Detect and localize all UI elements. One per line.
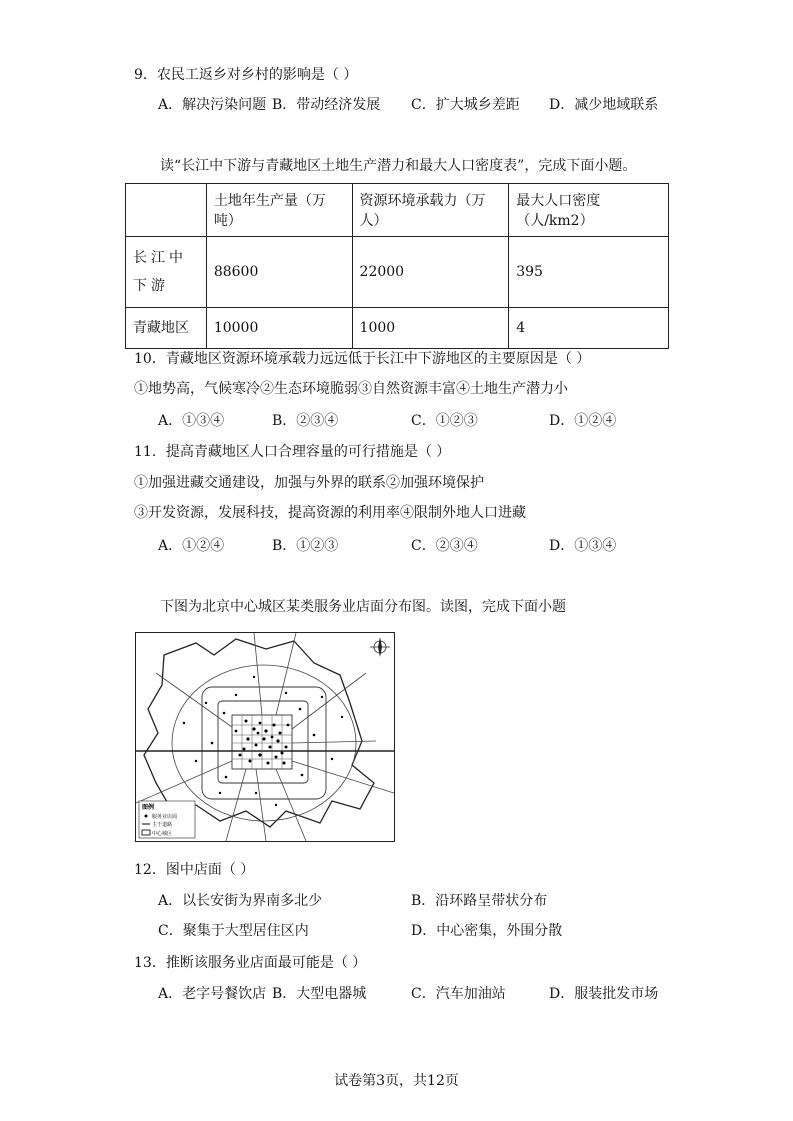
q10-option-c: C．①②③ xyxy=(411,413,478,429)
third-ring-road xyxy=(218,701,308,783)
q10-option-b: B．②③④ xyxy=(272,413,339,429)
table-cell-region: 长江中下游 xyxy=(126,237,207,308)
table-cell: 22000 xyxy=(352,237,509,308)
q13-option-d: D．服装批发市场 xyxy=(549,986,659,1002)
table-cell-region: 青藏地区 xyxy=(126,308,207,349)
q9-stem: 9．农民工返乡对乡村的影响是（ ） xyxy=(134,67,358,83)
q12-option-d: D．中心密集，外围分散 xyxy=(411,923,563,939)
table-header-cell: 资源环境承载力（万人） xyxy=(352,184,509,237)
q12-option-c: C．聚集于大型居住区内 xyxy=(158,923,309,939)
street-grid xyxy=(232,715,292,769)
table-cell: 88600 xyxy=(206,237,352,308)
q11-option-c: C．②③④ xyxy=(411,538,478,554)
q10-stem: 10．青藏地区资源环境承载力远远低于长江中下游地区的主要原因是（ ） xyxy=(134,351,591,367)
q11-stem: 11．提高青藏地区人口合理容量的可行措施是（ ） xyxy=(134,444,451,460)
intro-table: 读“长江中下游与青藏地区土地生产潜力和最大人口密度表”，完成下面小题。 xyxy=(160,158,637,174)
beijing-service-map xyxy=(135,632,395,842)
q13-option-b: B．大型电器城 xyxy=(272,986,367,1002)
legend-title: 图例 xyxy=(142,804,155,811)
q10-option-d: D．①②④ xyxy=(549,413,617,429)
table-row xyxy=(126,308,669,349)
q10-statement: ①地势高，气候寒冷②生态环境脆弱③自然资源丰富④土地生产潜力小 xyxy=(134,381,568,397)
q12-option-b: B．沿环路呈带状分布 xyxy=(411,893,548,909)
legend-item-road: 主干道路 xyxy=(152,822,173,828)
table-cell: 10000 xyxy=(206,308,352,349)
q13-stem: 13．推断该服务业店面最可能是（ ） xyxy=(134,955,367,971)
q10-option-a: A．①③④ xyxy=(158,413,225,429)
q12-option-a: A．以长安街为界南多北少 xyxy=(158,893,323,909)
table-header-cell xyxy=(126,184,207,237)
service-shop-dots xyxy=(183,676,343,806)
q9-option-b: B．带动经济发展 xyxy=(272,97,381,113)
q11-option-d: D．①③④ xyxy=(549,538,617,554)
data-table xyxy=(125,183,669,349)
table-header-row xyxy=(126,184,669,237)
legend-dot-icon xyxy=(145,815,148,818)
map-legend xyxy=(139,801,195,838)
legend-item-shop: 服务业店面 xyxy=(152,814,178,820)
table-row xyxy=(126,237,669,308)
intro-map: 下图为北京中心城区某类服务业店面分布图。读图，完成下面小题 xyxy=(160,599,566,615)
table-cell: 4 xyxy=(509,308,669,349)
table-header-cell: 最大人口密度（人/km2） xyxy=(509,184,669,237)
page-footer: 试卷第3页，共12页 xyxy=(334,1073,459,1089)
q13-option-c: C．汽车加油站 xyxy=(411,986,506,1002)
table-cell: 395 xyxy=(509,237,669,308)
q13-option-a: A．老字号餐饮店 xyxy=(158,986,267,1002)
table-header-cell: 土地年生产量（万吨） xyxy=(206,184,352,237)
q9-option-c: C．扩大城乡差距 xyxy=(411,97,520,113)
legend-item-district: 中心城区 xyxy=(152,831,173,837)
table-cell: 1000 xyxy=(352,308,509,349)
q11-statement-1: ①加强进藏交通建设，加强与外界的联系②加强环境保护 xyxy=(134,475,484,491)
q9-option-d: D．减少地域联系 xyxy=(549,97,659,113)
q11-option-a: A．①②④ xyxy=(158,538,225,554)
q9-option-a: A．解决污染问题 xyxy=(158,97,267,113)
q11-statement-2: ③开发资源，发展科技，提高资源的利用率④限制外地人口进藏 xyxy=(134,505,526,521)
map-graphic xyxy=(136,633,394,841)
q11-option-b: B．①②③ xyxy=(272,538,339,554)
q12-stem: 12．图中店面（ ） xyxy=(134,862,255,878)
compass-icon xyxy=(370,637,390,657)
